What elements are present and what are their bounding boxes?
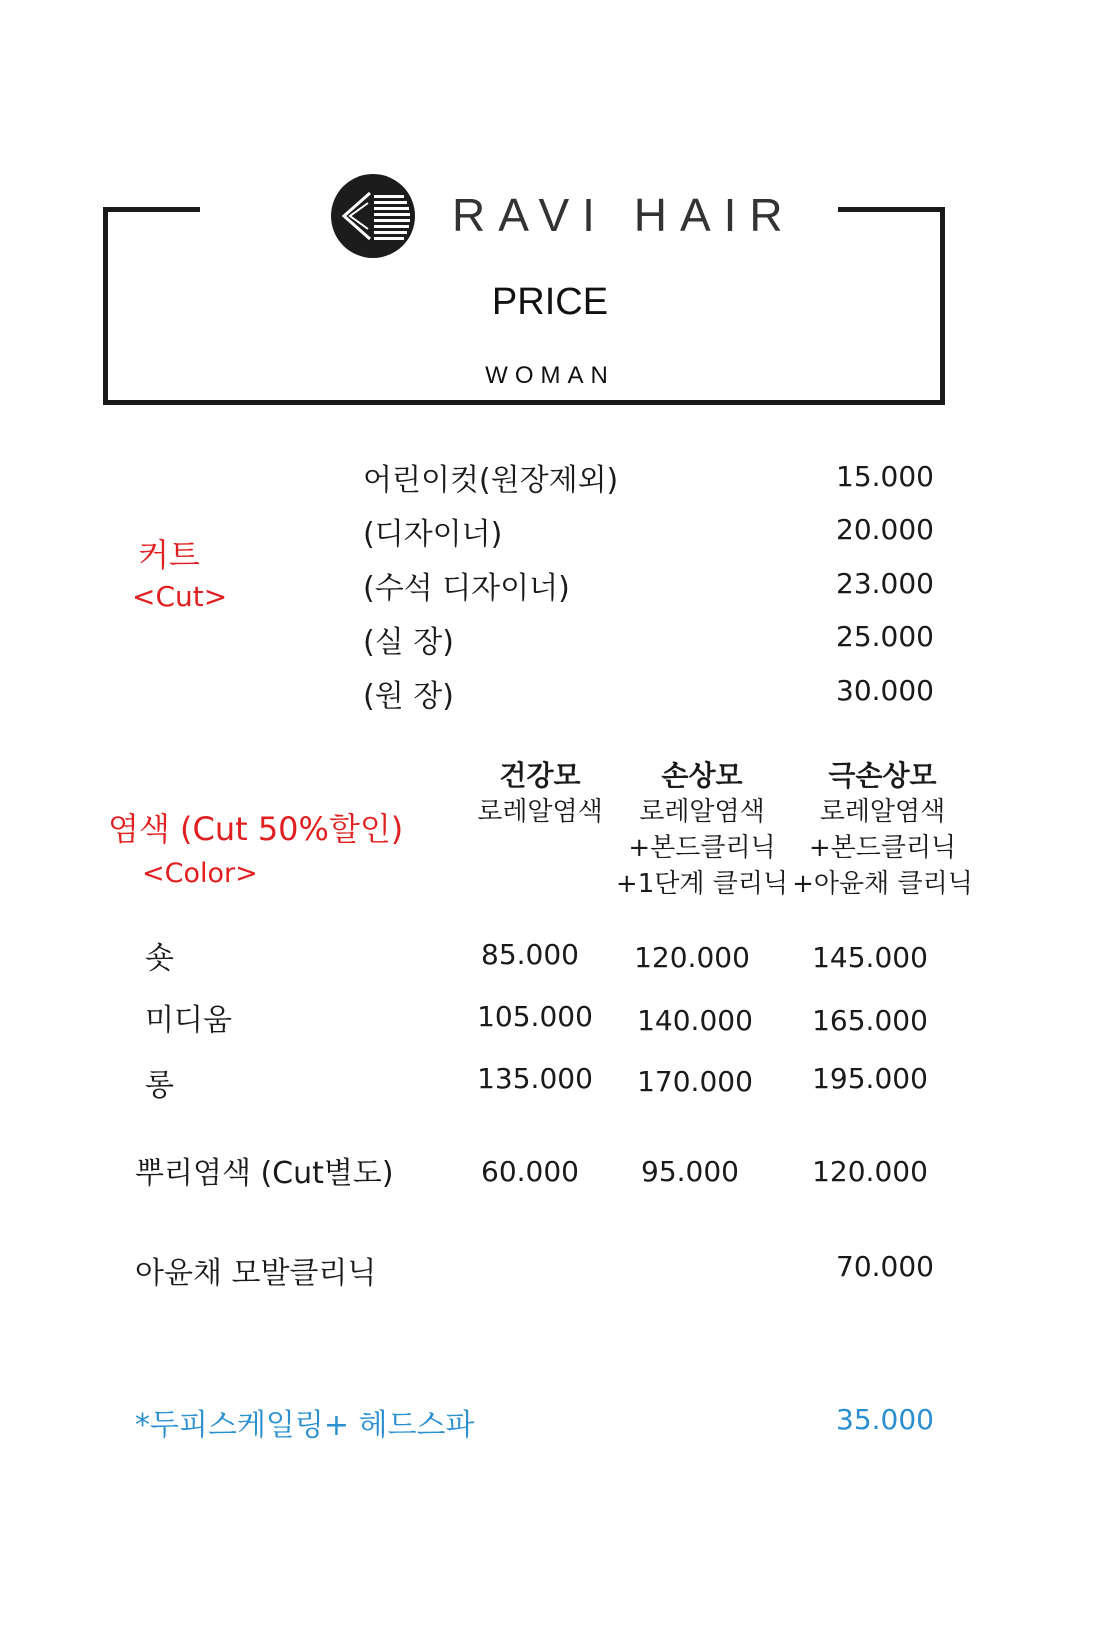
color-column-header xyxy=(602,758,802,902)
color-row-price: 120.000 xyxy=(634,941,750,974)
color-row-price: 165.000 xyxy=(812,1004,928,1037)
color-row-price: 170.000 xyxy=(637,1065,753,1098)
color-category-english: <Color> xyxy=(142,858,258,889)
cut-item-label: (실 장) xyxy=(363,625,454,660)
page-title: PRICE xyxy=(491,281,609,323)
column-title: 건강모 xyxy=(499,759,581,792)
cut-item-label: 어린이컷(원장제외) xyxy=(363,463,619,498)
page-subtitle: WOMAN xyxy=(485,362,615,389)
column-line: +1단계 클리닉 xyxy=(615,869,789,899)
column-line: 로레알염색 xyxy=(819,797,946,827)
color-row-label: 미디움 xyxy=(145,1003,232,1038)
column-line: +아윤채 클리닉 xyxy=(792,869,973,899)
brand-name: RAVI HAIR xyxy=(452,189,796,241)
color-row-price: 195.000 xyxy=(812,1062,928,1095)
color-row-price: 140.000 xyxy=(637,1004,753,1037)
cut-item-price: 23.000 xyxy=(836,567,934,600)
color-row-price: 145.000 xyxy=(812,941,928,974)
scissors-comb-logo-icon xyxy=(330,173,416,259)
color-row-price: 135.000 xyxy=(477,1062,593,1095)
root-color-label: 뿌리염색 (Cut별도) xyxy=(135,1156,394,1191)
clinic-price: 70.000 xyxy=(836,1250,934,1283)
cut-item-label: (디자이너) xyxy=(363,517,503,552)
cut-item-label: (원 장) xyxy=(363,679,454,714)
column-line: 로레알염색 xyxy=(477,797,603,827)
column-line: 로레알염색 xyxy=(639,797,765,827)
column-line: +본드클리닉 xyxy=(628,833,776,863)
color-column-header xyxy=(775,758,990,902)
cut-item-label: (수석 디자이너) xyxy=(363,571,570,606)
frame-top-right xyxy=(838,207,945,212)
cut-item-price: 30.000 xyxy=(836,674,934,707)
color-row-label: 숏 xyxy=(145,941,174,976)
root-color-price: 95.000 xyxy=(641,1155,739,1188)
column-title: 손상모 xyxy=(661,759,743,792)
cut-item-price: 25.000 xyxy=(836,620,934,653)
color-row-price: 105.000 xyxy=(477,1000,593,1033)
cut-category-english: <Cut> xyxy=(132,580,228,613)
root-color-price: 60.000 xyxy=(481,1155,579,1188)
spa-label: *두피스케일링+ 헤드스파 xyxy=(135,1408,475,1443)
frame-top-left xyxy=(103,207,200,212)
cut-item-price: 20.000 xyxy=(836,513,934,546)
color-row-label: 롱 xyxy=(145,1068,174,1103)
frame-bottom xyxy=(103,400,945,405)
color-category-label: 염색 (Cut 50%할인) xyxy=(108,810,404,848)
clinic-label: 아윤채 모발클리닉 xyxy=(135,1256,377,1291)
column-line: +본드클리닉 xyxy=(808,833,957,863)
color-row-price: 85.000 xyxy=(481,938,579,971)
root-color-price: 120.000 xyxy=(812,1155,928,1188)
cut-category-label: 커트 xyxy=(138,536,200,574)
column-title: 극손상모 xyxy=(828,759,937,792)
cut-item-price: 15.000 xyxy=(836,460,934,493)
spa-price: 35.000 xyxy=(836,1403,934,1436)
